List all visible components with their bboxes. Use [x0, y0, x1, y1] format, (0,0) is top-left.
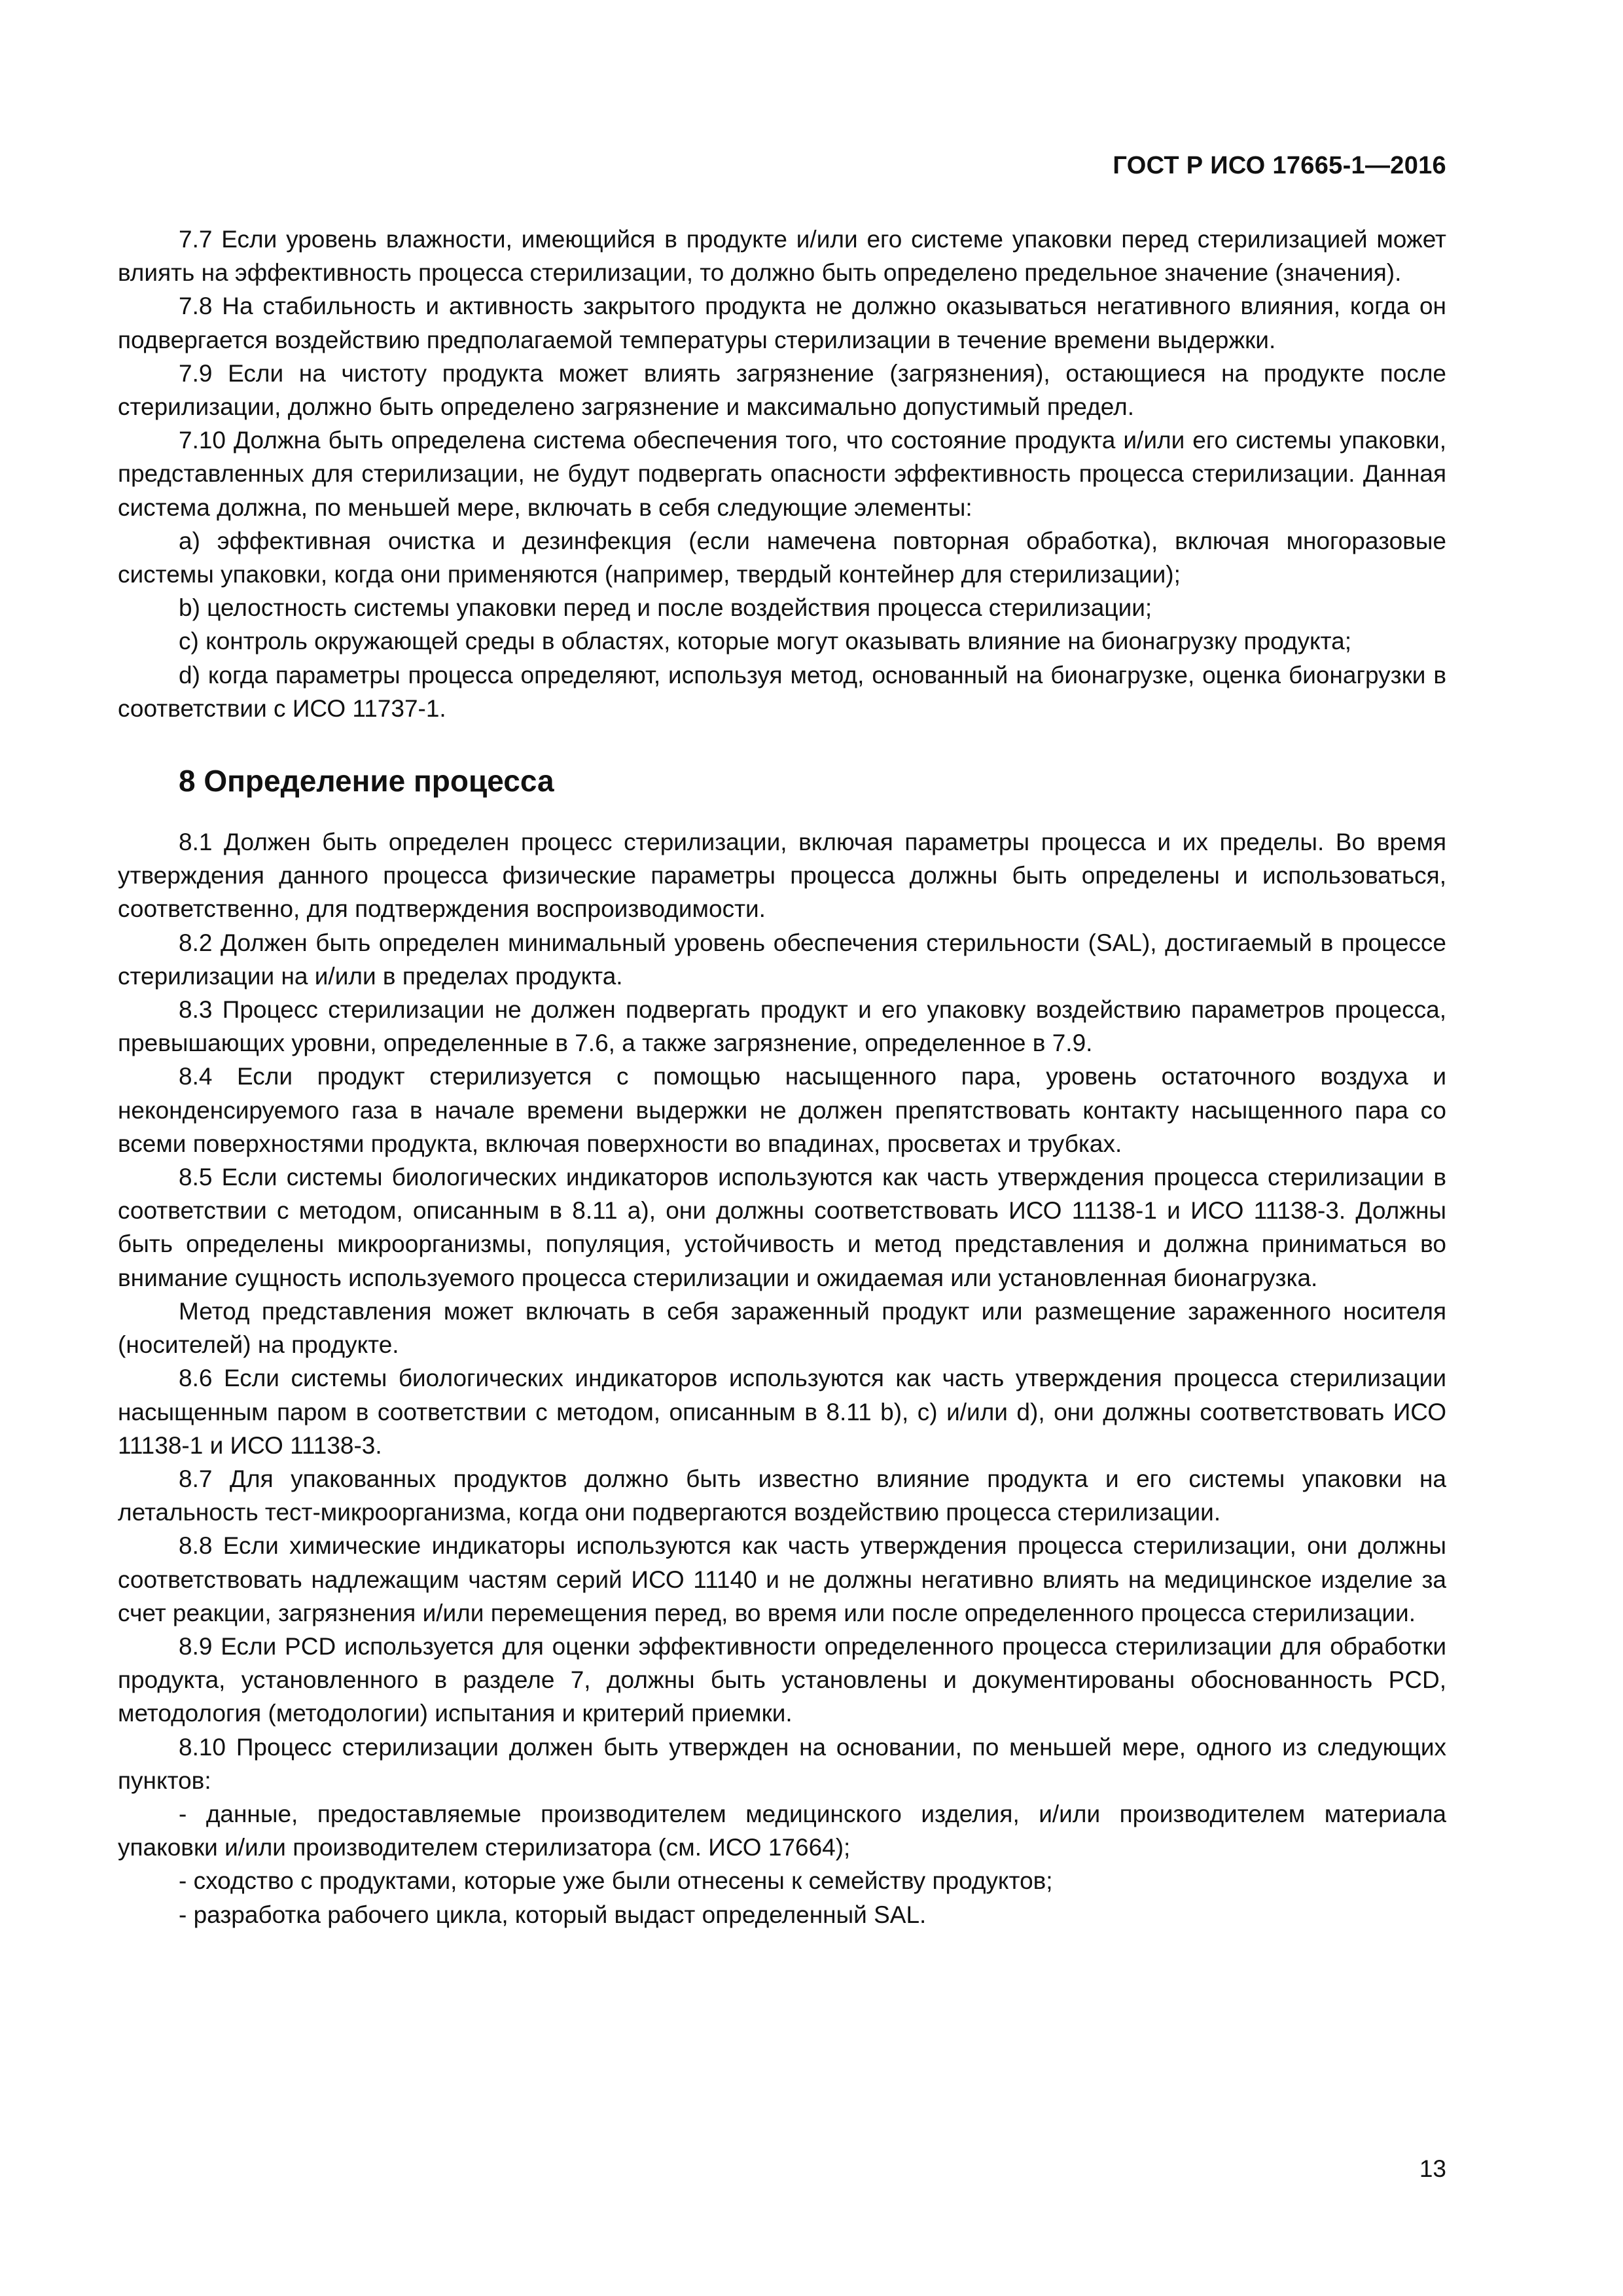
document-page	[118, 0, 1446, 2296]
list-item-b: b) целостность системы упаковки перед и после воздействия процесса стерилизации;	[179, 594, 1152, 622]
clause-7-7: 7.7 Если уровень влажности, имеющийся в продукте и/или его системе упаковки перед стерилизацией может влиять на эффективность процесса стерилизации, то должно быть определено предельное значение (значения).	[118, 226, 1446, 287]
bullet-item: - разработка рабочего цикла, который выдаст определенный SAL.	[179, 1901, 927, 1928]
clause-8-9: 8.9 Если PCD используется для оценки эффективности определенного процесса стерилизации для обработки продукта, установленного в разделе 7, должны быть установлены и документированы обоснованность PCD, методология (методологии) испытания и критерий приемки.	[118, 1632, 1446, 1727]
clause-8-8: 8.8 Если химические индикаторы используются как часть утверждения процесса стерилизации, они должны соответствовать надлежащим частям серий ИСО 11140 и не должны негативно влиять на медицинское изделие за счет реакции, загрязнения и/или перемещения перед, во время или после определенного процесса стерилизации.	[118, 1532, 1446, 1626]
clause-7-8: 7.8 На стабильность и активность закрытого продукта не должно оказываться негативного влияния, когда он подвергается воздействию предполагаемой температуры стерилизации в течение времени выдержки.	[118, 293, 1446, 353]
clause-7-9: 7.9 Если на чистоту продукта может влиять загрязнение (загрязнения), остающиеся на продукте после стерилизации, должно быть определено загрязнение и максимально допустимый предел.	[118, 359, 1446, 421]
bullet-item: - данные, предоставляемые производителем медицинского изделия, и/или производителем материала упаковки и/или производителем стерилизатора (см. ИСО 17664);	[118, 1800, 1446, 1861]
list-item-c: c) контроль окружающей среды в областях, которые могут оказывать влияние на бионагрузку продукта;	[179, 628, 1351, 655]
clause-7-10: 7.10 Должна быть определена система обеспечения того, что состояние продукта и/или его системы упаковки, представленных для стерилизации, не будут подвергать опасности эффективность процесса стерилизации. Данная система должна, по меньшей мере, включать в себя следующие элементы:	[118, 427, 1446, 521]
clause-8-10: 8.10 Процесс стерилизации должен быть утвержден на основании, по меньшей мере, одного из следующих пунктов:	[118, 1733, 1446, 1794]
clause-8-6: 8.6 Если системы биологических индикаторов используются как часть утверждения процесса стерилизации насыщенным паром в соответствии с методом, описанным в 8.11 b), c) и/или d), они должны соответствовать ИСО 11138-1 и ИСО 11138-3.	[118, 1365, 1446, 1459]
bullet-item: - сходство с продуктами, которые уже были отнесены к семейству продуктов;	[179, 1867, 1053, 1895]
clause-8-4: 8.4 Если продукт стерилизуется с помощью насыщенного пара, уровень остаточного воздуха и неконденсируемого газа в начале времени выдержки не должен препятствовать контакту насыщенного пара со всеми поверхностями продукта, включая поверхности во впадинах, просветах и трубках.	[118, 1063, 1446, 1157]
document-body	[118, 223, 1446, 1931]
page-number: 13	[1419, 2155, 1446, 2182]
section-8-heading: 8 Определение процесса	[179, 764, 554, 798]
clause-8-7: 8.7 Для упакованных продуктов должно быть известно влияние продукта и его системы упаковки на летальность тест-микроорганизма, когда они подвергаются воздействию процесса стерилизации.	[118, 1465, 1446, 1526]
clause-8-1: 8.1 Должен быть определен процесс стерилизации, включая параметры процесса и их пределы. Во время утверждения данного процесса физические параметры процесса должны быть определены и использоваться, соответственно, для подтверждения воспроизводимости.	[118, 829, 1446, 923]
list-item-d: d) когда параметры процесса определяют, используя метод, основанный на бионагрузке, оценка бионагрузки в соответствии с ИСО 11737-1.	[118, 661, 1446, 722]
clause-8-5-note: Метод представления может включать в себя зараженный продукт или размещение зараженного носителя (носителей) на продукте.	[118, 1297, 1446, 1359]
clause-8-2: 8.2 Должен быть определен минимальный уровень обеспечения стерильности (SAL), достигаемый в процессе стерилизации на и/или в пределах продукта.	[118, 929, 1446, 990]
clause-8-3: 8.3 Процесс стерилизации не должен подвергать продукт и его упаковку воздействию параметров процесса, превышающих уровни, определенные в 7.6, а также загрязнение, определенное в 7.9.	[118, 996, 1446, 1057]
clause-8-5: 8.5 Если системы биологических индикаторов используются как часть утверждения процесса стерилизации в соответствии с методом, описанным в 8.11 a), они должны соответствовать ИСО 11138-1 и ИСО 11138-3. Должны быть определены микроорганизмы, популяция, устойчивость и метод представления и должна приниматься во внимание сущность используемого процесса стерилизации и ожидаемая или установленная бионагрузка.	[118, 1164, 1446, 1291]
list-item-a: a) эффективная очистка и дезинфекция (если намечена повторная обработка), включая многоразовые системы упаковки, когда они применяются (например, твердый контейнер для стерилизации);	[118, 527, 1446, 588]
standard-code-header: ГОСТ Р ИСО 17665-1—2016	[1113, 152, 1446, 179]
